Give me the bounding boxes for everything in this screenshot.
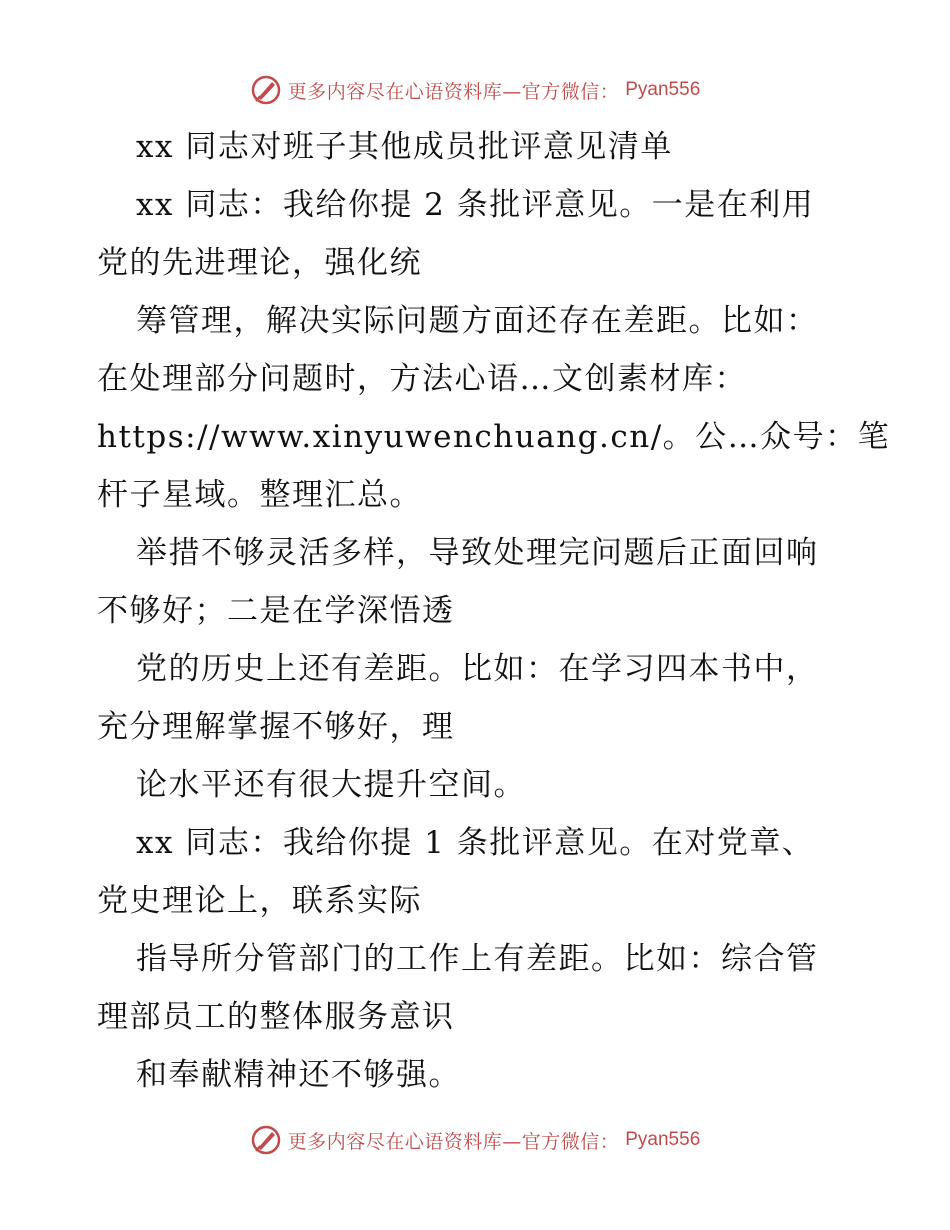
doc-line: 党史理论上，联系实际 [97, 883, 422, 919]
banner-text: 更多内容尽在心语资料库—官方微信： [287, 80, 620, 103]
quill-logo-icon [250, 74, 282, 106]
doc-line: 杆子星域。整理汇总。 [97, 477, 422, 513]
doc-line: 党的先进理论，强化统 [97, 245, 422, 281]
footer-banner [0, 1120, 950, 1160]
doc-line: 指导所分管部门的工作上有差距。比如：综合管 [136, 941, 819, 977]
doc-title: xx 同志对班子其他成员批评意见清单 [136, 129, 673, 165]
header-banner [0, 70, 950, 110]
banner-wechat-id: Pyan556 [625, 79, 701, 100]
doc-line: https://www.xinyuwenchuang.cn/。公…众号：笔 [97, 419, 891, 455]
banner-text: 更多内容尽在心语资料库—官方微信： [287, 1130, 620, 1153]
banner-wechat-id: Pyan556 [625, 1129, 701, 1150]
doc-line: 和奉献精神还不够强。 [136, 1057, 461, 1093]
doc-line: 党的历史上还有差距。比如：在学习四本书中， [136, 651, 819, 687]
doc-line: 不够好；二是在学深悟透 [97, 593, 455, 629]
doc-line: 举措不够灵活多样，导致处理完问题后正面回响 [136, 535, 819, 571]
doc-line: xx 同志：我给你提 2 条批评意见。一是在利用 [136, 187, 815, 223]
doc-line: 筹管理，解决实际问题方面还存在差距。比如： [136, 303, 819, 339]
quill-logo-icon [250, 1124, 282, 1156]
doc-line: xx 同志：我给你提 1 条批评意见。在对党章、 [136, 825, 815, 861]
doc-line: 充分理解掌握不够好，理 [97, 709, 455, 745]
doc-line: 理部员工的整体服务意识 [97, 999, 455, 1035]
doc-line: 在处理部分问题时，方法心语…文创素材库： [97, 361, 747, 397]
doc-line: 论水平还有很大提升空间。 [136, 767, 526, 803]
